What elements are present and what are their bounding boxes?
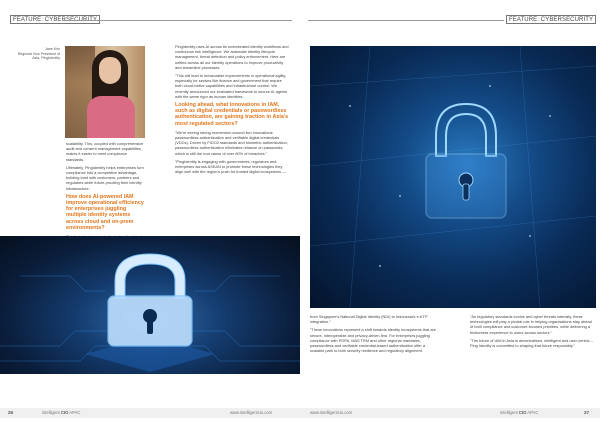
question-heading: Looking ahead, what innovations in IAM, such as digital credentials or passwordless authentication, are gaining traction in Asia's most regulated sectors? — [175, 102, 289, 127]
magazine-name: intelligent CIO APAC — [500, 410, 539, 415]
paragraph: "These innovations represent a shift towards identity ecosystems that are secure, interoperable and privacy-driven-first. For enterprises juggling compliance with PDPA, MAS TRM and other regional mandates, passwordless and verifiable credential-based authentication offer a scalable path to both security resilience and regulatory alignment. — [310, 327, 436, 354]
paragraph: Ultimately, PingIdentity helps enterprises turn compliance into a competitive advantage, building trust with customers, partners and regulators while future-proofing their identity infrastructure. — [66, 164, 144, 191]
left-column-2 — [175, 44, 289, 177]
page-footer — [300, 408, 600, 418]
paragraph: "This will lead to measurable improvements in operational agility, especially for sectors like finance and government that require both cloud-native capabilities and infrastructure control. We recently announced our evaluated framework to secure AI agents with the same rigor as human identities. — [175, 73, 288, 99]
paragraph: "We're seeing strong momentum around two innovations: passwordless authentication and verifiable digital credentials (VDCs). Driven by FIDO2 standards and biometric authentication, passwordless authentication eliminates reliance on passwords, which is still the root cause of over 80% of breaches." — [175, 129, 288, 156]
paragraph: "The future of IAM in Asia is decentralised, intelligent and user-centric – Ping Identity is committed to shaping that future responsibly." — [470, 337, 593, 349]
digital-padlock-image — [310, 46, 596, 308]
right-column-2 — [470, 314, 594, 351]
padlock-circuit-illustration — [0, 236, 300, 374]
section-tag: FEATURE: CYBERSECURITY — [506, 15, 596, 24]
page-number: 27 — [584, 410, 590, 415]
question-heading: How does AI-powered IAM improve operational efficiency for enterprises juggling multiple identity systems across cloud and on-prem environments? — [66, 193, 144, 231]
paragraph: PingIdentity uses AI across its orchestrated identity workflows and continuous risk intelligence. We automate identity lifecycle management, threat detection and policy enforcement. Here are unified across all our identity operations to improve productivity and streamline processes. — [175, 44, 289, 70]
section-tag: FEATURE: CYBERSECURITY — [10, 15, 100, 24]
header-rule — [308, 20, 504, 21]
website: www.intelligentcio.com — [230, 410, 273, 415]
paragraph: from Singapore's National Digital Identity (NDI) to Indonesia's e-KTP integration." — [310, 314, 428, 325]
caption-title: Regional Vice President of Asia, PingIdentity — [17, 51, 60, 61]
website: www.intelligentcio.com — [310, 410, 353, 415]
header-rule — [62, 20, 292, 21]
photo-caption — [12, 47, 60, 61]
page-footer — [0, 408, 300, 418]
paragraph: "PingIdentity is engaging with governments, regulators and enterprises across ASEAN to promote these technologies they align well with the region's push for trusted digital ecosystems — — [175, 158, 287, 175]
magazine-name: intelligent CIO APAC — [42, 410, 81, 415]
paragraph: "As regulatory standards evolve and cyber threats intensify, these technologies will play a pivotal role in helping organisations stay ahead of both compliance and customer-focused priorities, while delivering a frictionless experience to users across sectors." — [470, 314, 592, 335]
right-column-1 — [310, 314, 436, 356]
page-number: 26 — [8, 410, 14, 415]
executive-photo — [65, 46, 145, 138]
right-page — [300, 0, 600, 424]
caption-name: Jane Kim — [45, 47, 60, 51]
paragraph: scalability. This, coupled with comprehensive audit and consent management capabilities, makes it easier to meet compliance standards. — [66, 141, 144, 162]
